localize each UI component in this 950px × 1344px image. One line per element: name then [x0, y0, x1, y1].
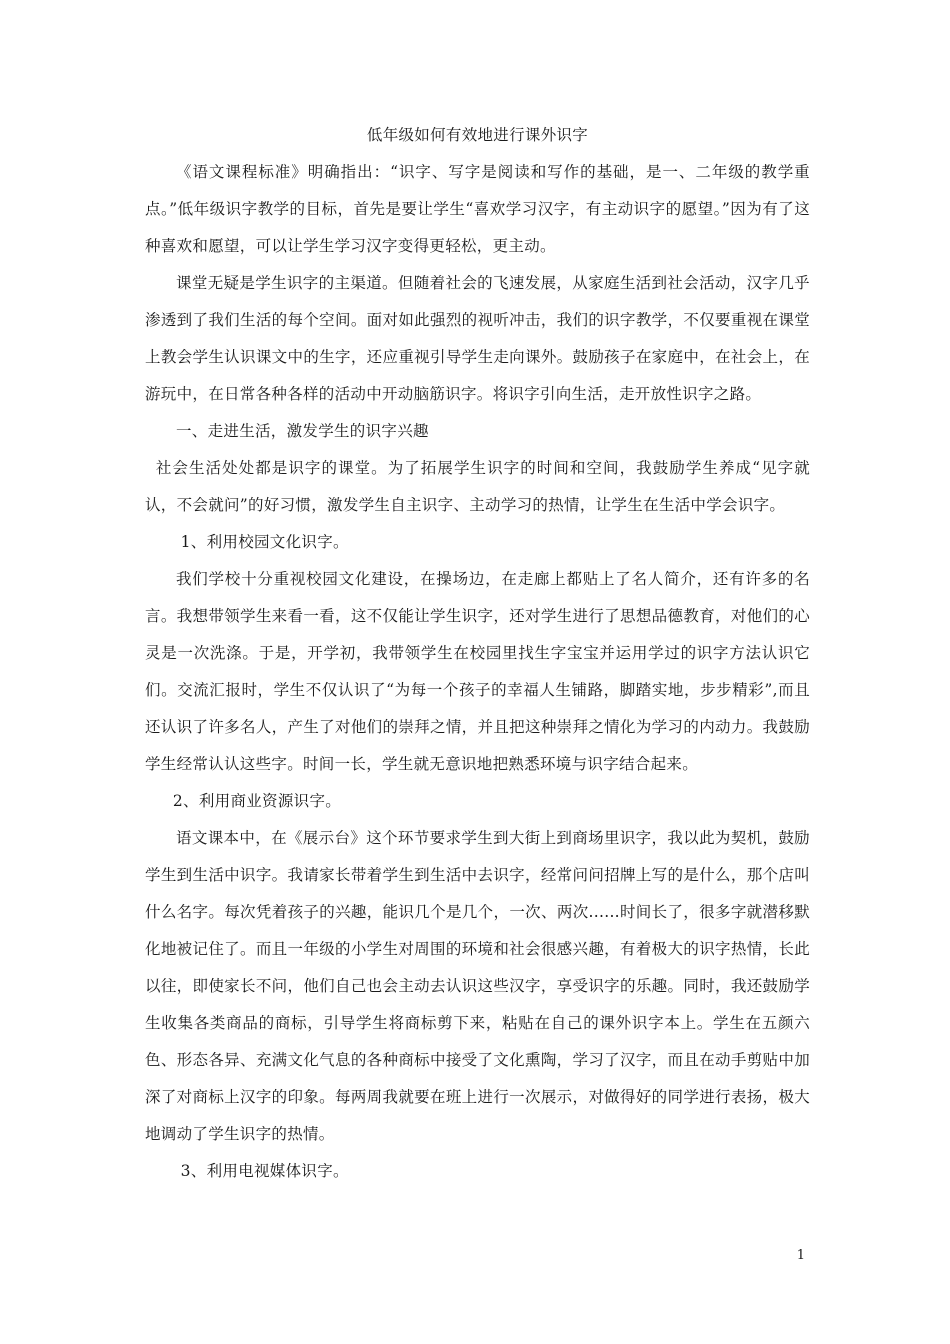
paragraph-commerce: 语文课本中，在《展示台》这个环节要求学生到大街上到商场里识字，我以此为契机，鼓励学生到生活中识字。我请家长带着学生到生活中去识字，经常问问招牌上写的是什么，那个店叫什么名字。每次凭着孩子的兴趣，能识几个是几个，一次、两次......时间长了，很多字就潜移默化地被记住了。而且一年级的小学生对周围的环境和社会很感兴趣，有着极大的识字热情，长此以往，即使家长不问，他们自己也会主动去认识这些汉字，享受识字的乐趣。同时，我还鼓励学生收集各类商品的商标，引导学生将商标剪下来，粘贴在自己的课外识字本上。学生在五颜六色、形态各异、充满文化气息的各种商标中接受了文化熏陶，学习了汉字，而且在动手剪贴中加深了对商标上汉字的印象。每两周我就要在班上进行一次展示，对做得好的同学进行表扬，极大地调动了学生识字的热情。: [145, 829, 810, 1143]
document-body: [145, 120, 810, 1190]
section-heading: 一、走进生活，激发学生的识字兴趣: [176, 422, 429, 440]
subsection-heading-commerce: 2、利用商业资源识字。: [172, 792, 342, 810]
paragraph-classroom: 课堂无疑是学生识字的主渠道。但随着社会的飞速发展，从家庭生活到社会活动，汉字几乎渗透到了我们生活的每个空间。面对如此强烈的视听冲击，我们的识字教学，不仅要重视在课堂上教会学生认识课文中的生字，还应重视引导学生走向课外。鼓励孩子在家庭中，在社会上，在游玩中，在日常各种各样的活动中开动脑筋识字。将识字引向生活，走开放性识字之路。: [145, 274, 810, 403]
subsection-heading-tv: 3、利用电视媒体识字。: [180, 1162, 349, 1180]
section-intro-paragraph: 社会生活处处都是识字的课堂。为了拓展学生识字的时间和空间，我鼓励学生养成“见字就认，不会就问”的好习惯，激发学生自主识字、主动学习的热情，让学生在生活中学会识字。: [145, 459, 810, 514]
subsection-heading-campus: 1、利用校园文化识字。: [180, 533, 349, 551]
document-title: 低年级如何有效地进行课外识字: [366, 126, 589, 144]
paragraph-intro: 《语文课程标准》明确指出：“识字、写字是阅读和写作的基础，是一、二年级的教学重点。”低年级识字教学的目标，首先是要让学生“喜欢学习汉字，有主动识字的愿望。”因为有了这种喜欢和愿望，可以让学生学习汉字变得更轻松，更主动。: [145, 163, 810, 255]
page-number: 1: [796, 1248, 805, 1263]
paragraph-campus: 我们学校十分重视校园文化建设，在操场边，在走廊上都贴上了名人简介，还有许多的名言。我想带领学生来看一看，这不仅能让学生识字，还对学生进行了思想品德教育，对他们的心灵是一次洗涤。于是，开学初，我带领学生在校园里找生字宝宝并运用学过的识字方法认识它们。交流汇报时，学生不仅认识了“为每一个孩子的幸福人生铺路，脚踏实地，步步精彩”,而且还认识了许多名人，产生了对他们的崇拜之情，并且把这种崇拜之情化为学习的内动力。我鼓励学生经常认认这些字。时间一长，学生就无意识地把熟悉环境与识字结合起来。: [145, 570, 810, 773]
